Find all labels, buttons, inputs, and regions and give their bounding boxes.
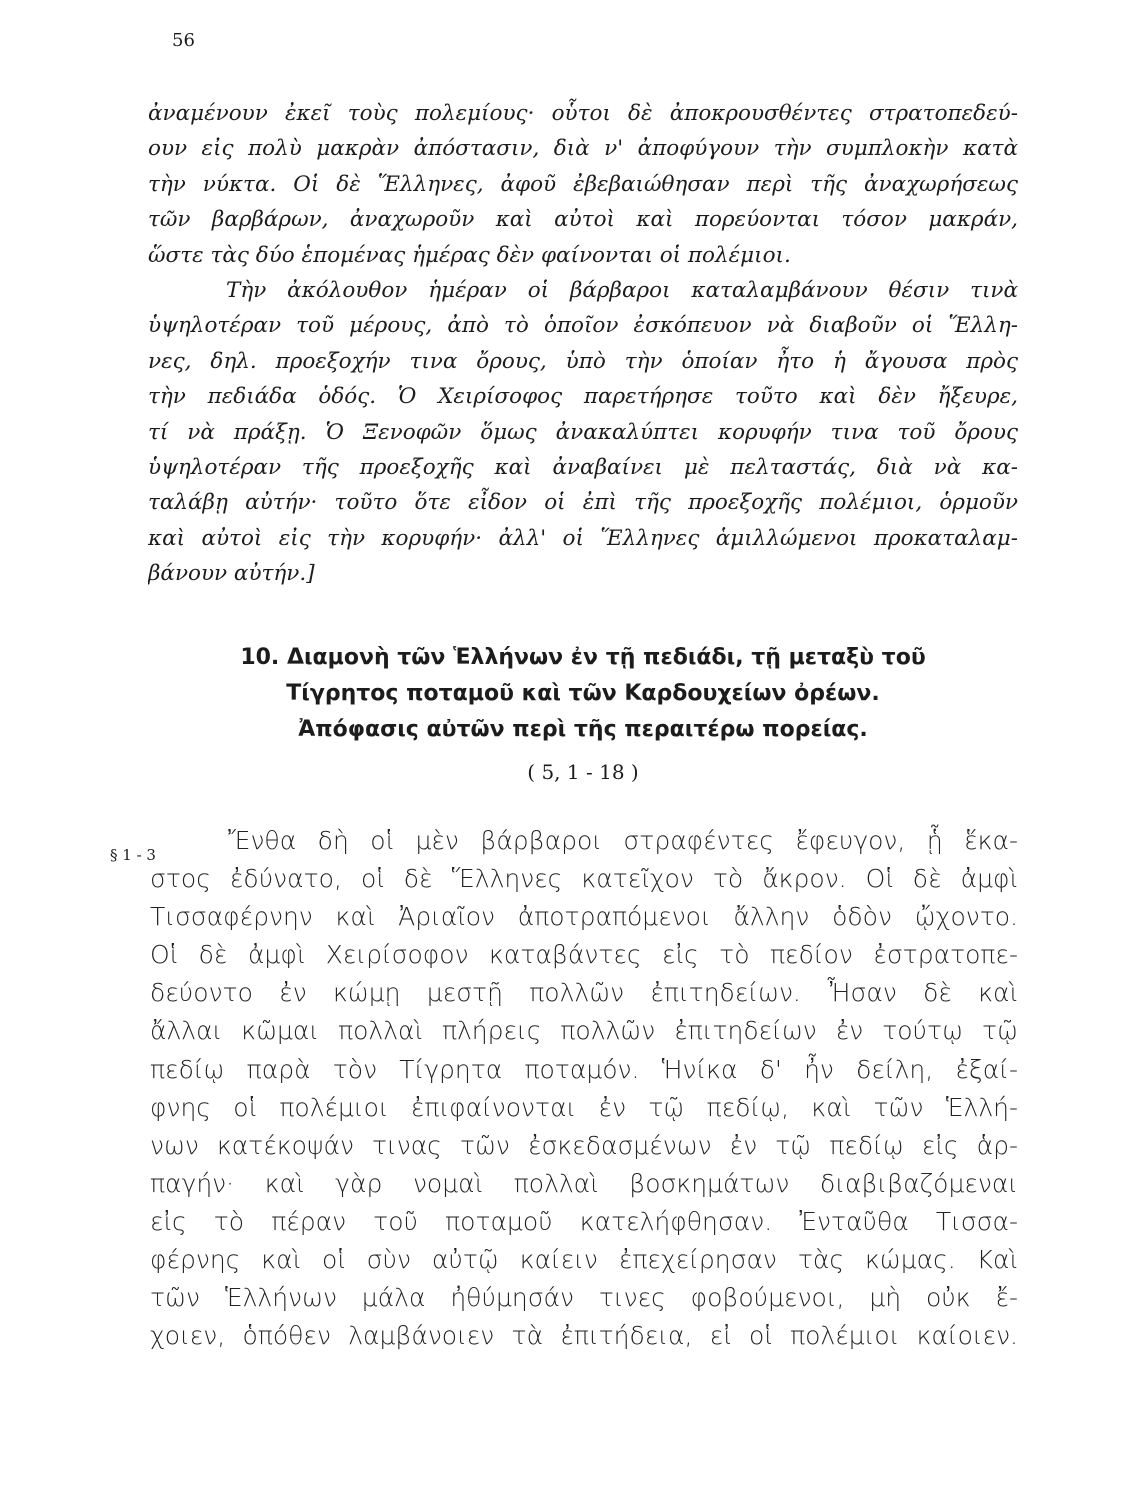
heading-line: 10. Διαμονὴ τῶν Ἑλλήνων ἐν τῇ πεδιάδι, τῇ μεταξὺ τοῦ bbox=[240, 645, 926, 670]
commentary-line: τὴν πεδιάδα ὁδός. Ὁ Χειρίσοφος παρετήρησε τοῦτο καὶ δὲν ἤξευρε, bbox=[148, 384, 1018, 410]
commentary-line: ταλάβῃ αὐτήν· τοῦτο ὅτε εἶδον οἱ ἐπὶ τῆς προεξοχῆς πολέμιοι, ὁρμοῦν bbox=[148, 490, 1018, 516]
greek-text-line: τῶν Ἑλλήνων μάλα ἠθύμησάν τινες φοβούμενοι, μὴ οὐκ ἔ- bbox=[150, 1283, 1018, 1313]
heading-reference: ( 5, 1 - 18 ) bbox=[527, 760, 639, 784]
commentary-line: ὑψηλοτέραν τοῦ μέρους, ἀπὸ τὸ ὁποῖον ἐσκόπευον νὰ διαβοῦν οἱ Ἕλλη- bbox=[148, 313, 1018, 339]
greek-text-line: Τισσαφέρνην καὶ Ἀριαῖον ἀποτραπόμενοι ἄλλην ὁδὸν ᾤχοντο. bbox=[150, 902, 1018, 932]
commentary-line: Τὴν ἀκόλουθον ἡμέραν οἱ βάρβαροι καταλαμβάνουν θέσιν τινὰ bbox=[226, 277, 1018, 303]
commentary-line: βάνουν αὐτήν.] bbox=[148, 561, 315, 587]
commentary-line: ἀναμένουν ἐκεῖ τοὺς πολεμίους· οὗτοι δὲ ἀποκρουσθέντες στρατοπεδεύ- bbox=[148, 101, 1018, 126]
commentary-paragraphs bbox=[148, 96, 1018, 591]
commentary-line: νες, δηλ. προεξοχήν τινα ὄρους, ὑπὸ τὴν ὁποίαν ἦτο ἡ ἄγουσα πρὸς bbox=[148, 348, 1018, 374]
commentary-line: καὶ αὐτοὶ εἰς τὴν κορυφήν· ἀλλ' οἱ Ἕλληνες ἁμιλλώμενοι προκαταλαμ- bbox=[148, 525, 1018, 551]
section-marker: § 1 - 3 bbox=[110, 846, 156, 864]
greek-text-line: Ἔνθα δὴ οἱ μὲν βάρβαροι στραφέντες ἔφευγον, ᾗ ἕκα- bbox=[228, 826, 1018, 855]
greek-text-line: φνης οἱ πολέμιοι ἐπιφαίνονται ἐν τῷ πεδίῳ, καὶ τῶν Ἑλλή- bbox=[150, 1092, 1018, 1122]
greek-text-line: νων κατέκοψάν τινας τῶν ἐσκεδασμένων ἐν τῷ πεδίῳ εἰς ἁρ- bbox=[150, 1130, 1018, 1160]
commentary-line: ουν εἰς πολὺ μακρὰν ἀπόστασιν, διὰ ν' ἀποφύγουν τὴν συμπλοκὴν κατὰ bbox=[148, 136, 1018, 162]
commentary-line: ὥστε τὰς δύο ἑπομένας ἡμέρας δὲν φαίνονται οἱ πολέμιοι. bbox=[148, 242, 791, 268]
greek-text-line: Οἱ δὲ ἀμφὶ Χειρίσοφον καταβάντες εἰς τὸ πεδίον ἐστρατοπε- bbox=[150, 940, 1018, 970]
greek-text-line: πεδίῳ παρὰ τὸν Τίγρητα ποταμόν. Ἡνίκα δ' ἦν δείλη, ἐξαί- bbox=[150, 1054, 1018, 1084]
section-heading bbox=[150, 640, 1016, 788]
commentary-line: τί νὰ πράξῃ. Ὁ Ξενοφῶν ὅμως ἀνακαλύπτει κορυφήν τινα τοῦ ὄρους bbox=[148, 419, 1018, 445]
heading-line: Ἀπόφασις αὐτῶν περὶ τῆς περαιτέρω πορείας. bbox=[298, 717, 868, 742]
commentary-line: τῶν βαρβάρων, ἀναχωροῦν καὶ αὐτοὶ καὶ πορεύονται τόσον μακράν, bbox=[148, 207, 1018, 233]
greek-text-line: εἰς τὸ πέραν τοῦ ποταμοῦ κατελήφθησαν. Ἐνταῦθα Τισσα- bbox=[150, 1206, 1018, 1236]
greek-text-line: στος ἐδύνατο, οἱ δὲ Ἕλληνες κατεῖχον τὸ ἄκρον. Οἱ δὲ ἀμφὶ bbox=[150, 864, 1018, 894]
greek-text-line: ἄλλαι κῶμαι πολλαὶ πλήρεις πολλῶν ἐπιτηδείων ἐν τούτῳ τῷ bbox=[150, 1016, 1018, 1046]
greek-text-line: παγήν· καὶ γὰρ νομαὶ πολλαὶ βοσκημάτων διαβιβαζόμεναι bbox=[150, 1168, 1018, 1198]
greek-text-line: χοιεν, ὁπόθεν λαμβάνοιεν τὰ ἐπιτήδεια, εἰ οἱ πολέμιοι καίοιεν. bbox=[150, 1321, 1018, 1351]
page-number: 56 bbox=[172, 30, 195, 51]
commentary-line: τὴν νύκτα. Οἱ δὲ Ἕλληνες, ἀφοῦ ἐβεβαιώθησαν περὶ τῆς ἀναχωρήσεως bbox=[148, 171, 1018, 197]
commentary-line: ὑψηλοτέραν τῆς προεξοχῆς καὶ ἀναβαίνει μὲ πελταστάς, διὰ νὰ κα- bbox=[148, 454, 1018, 480]
greek-text-line: δεύοντο ἐν κώμῃ μεστῇ πολλῶν ἐπιτηδείων. Ἦσαν δὲ καὶ bbox=[150, 978, 1018, 1008]
greek-text bbox=[150, 822, 1018, 1355]
greek-text-line: φέρνης καὶ οἱ σὺν αὐτῷ καίειν ἐπεχείρησαν τὰς κώμας. Καὶ bbox=[150, 1245, 1018, 1275]
heading-line: Τίγρητος ποταμοῦ καὶ τῶν Καρδουχείων ὀρέων. bbox=[286, 681, 880, 706]
